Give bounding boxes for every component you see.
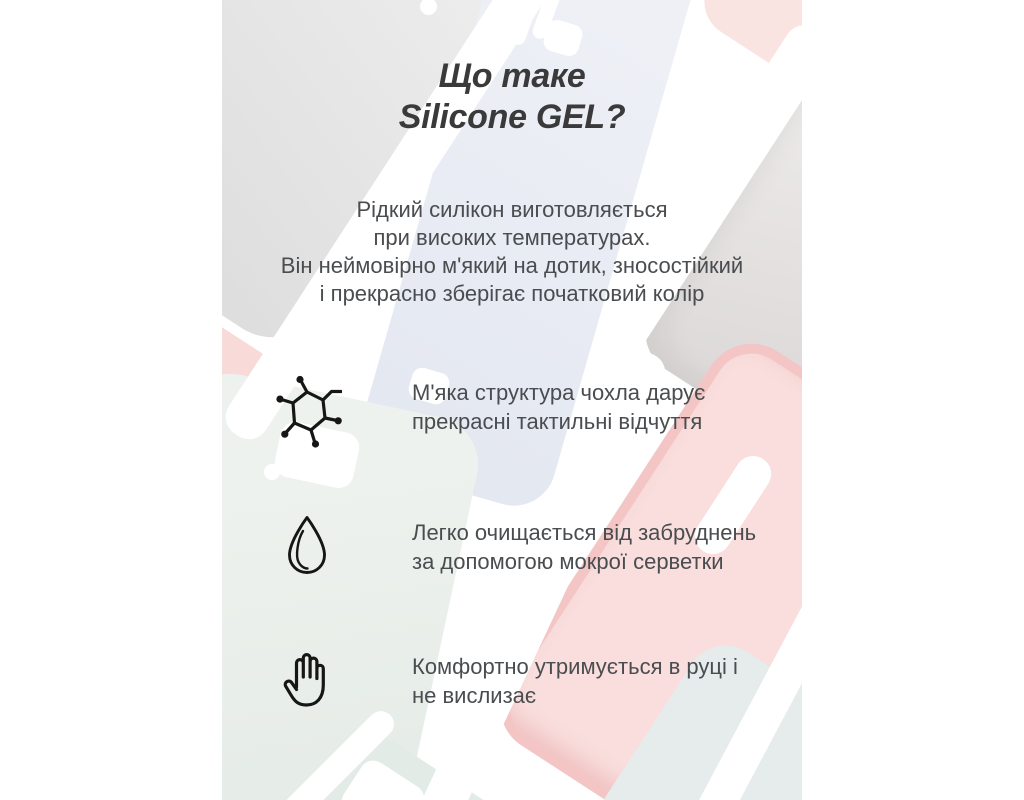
feature-line: Легко очищається від забруднень <box>412 520 757 545</box>
hand-icon <box>280 648 332 710</box>
feature-text <box>412 518 802 577</box>
feature-item-easy-clean <box>222 518 802 577</box>
page-title-line1: Що таке <box>438 57 586 95</box>
molecule-icon <box>276 372 342 454</box>
feature-text <box>412 652 802 711</box>
feature-item-soft-structure <box>222 378 802 437</box>
page-title <box>222 56 802 139</box>
intro-line: Рідкий силікон виготовляється <box>356 197 668 222</box>
water-drop-icon <box>284 514 330 576</box>
intro-line: при високих температурах. <box>373 224 651 250</box>
intro-paragraph <box>222 196 802 308</box>
page-title-line2: Silicone GEL? <box>398 98 626 137</box>
feature-line: за допомогою мокрої серветки <box>412 549 724 575</box>
feature-line: М'яка структура чохла дарує <box>412 380 706 405</box>
intro-line: Він неймовірно м'який на дотик, зносостійкий <box>280 252 744 278</box>
feature-line: прекрасні тактильні відчуття <box>412 409 703 435</box>
content-column <box>222 0 802 800</box>
feature-text <box>412 378 802 437</box>
feature-line: не вислизає <box>412 683 537 709</box>
feature-item-comfort-grip <box>222 652 802 711</box>
feature-line: Комфортно утримується в руці і <box>412 654 738 679</box>
intro-line: і прекрасно зберігає початковий колір <box>319 280 705 306</box>
